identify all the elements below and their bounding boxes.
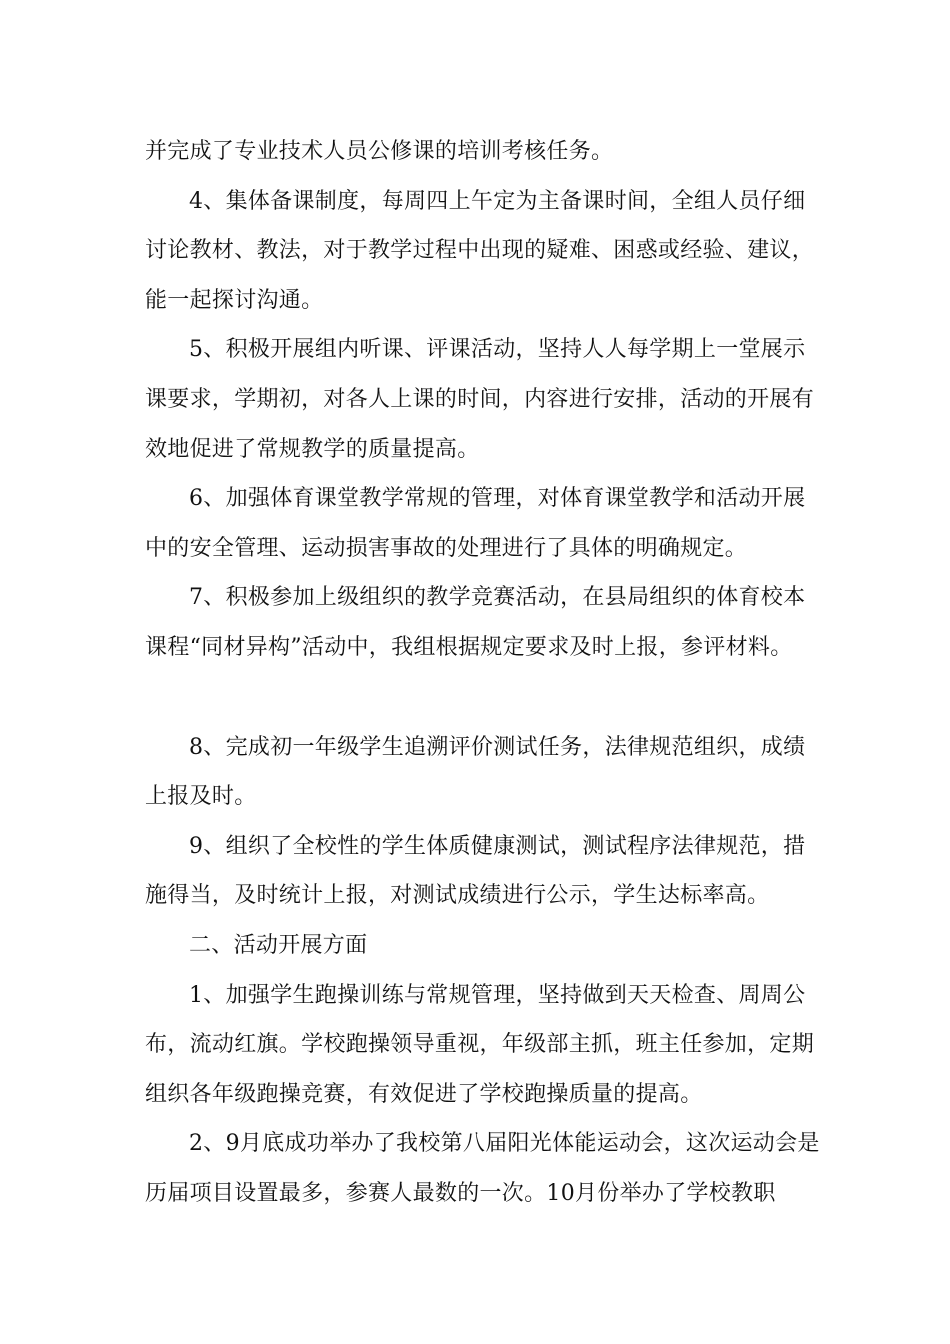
document-body: [145, 127, 825, 1218]
paragraph-0: 并完成了专业技术人员公修课的培训考核任务。: [145, 139, 614, 164]
paragraph-8: 1、加强学生跑操训练与常规管理，坚持做到天天检查、周周公布，流动红旗。学校跑操领导重视，年级部主抓，班主任参加，定期组织各年级跑操竞赛，有效促进了学校跑操质量的提高。: [145, 982, 815, 1107]
paragraph-6: 9、组织了全校性的学生体质健康测试，测试程序法律规范，措施得当，及时统计上报，对测试成绩进行公示，学生达标率高。: [145, 833, 806, 909]
paragraph-2: 5、积极开展组内听课、评课活动，坚持人人每学期上一堂展示课要求，学期初，对各人上课的时间，内容进行安排，活动的开展有效地促进了常规教学的质量提高。: [145, 337, 815, 462]
paragraph-3: 6、加强体育课堂教学常规的管理，对体育课堂教学和活动开展中的安全管理、运动损害事故的处理进行了具体的明确规定。: [145, 486, 806, 561]
paragraph-9: 2、9月底成功举办了我校第八届阳光体能运动会，这次运动会是历届项目设置最多，参赛人最数的一次。10月份举办了学校教职: [145, 1131, 820, 1206]
paragraph-5: 8、完成初一年级学生追溯评价测试任务，法律规范组织，成绩上报及时。: [145, 734, 806, 810]
paragraph-1: 4、集体备课制度，每周四上午定为主备课时间，全组人员仔细讨论教材、教法，对于教学过程中出现的疑难、困惑或经验、建议，能一起探讨沟通。: [145, 188, 815, 313]
paragraph-4: 7、积极参加上级组织的教学竞赛活动，在县局组织的体育校本课程“同材异构”活动中，我组根据规定要求及时上报，参评材料。: [145, 585, 806, 660]
section-heading: 二、活动开展方面: [189, 932, 368, 958]
